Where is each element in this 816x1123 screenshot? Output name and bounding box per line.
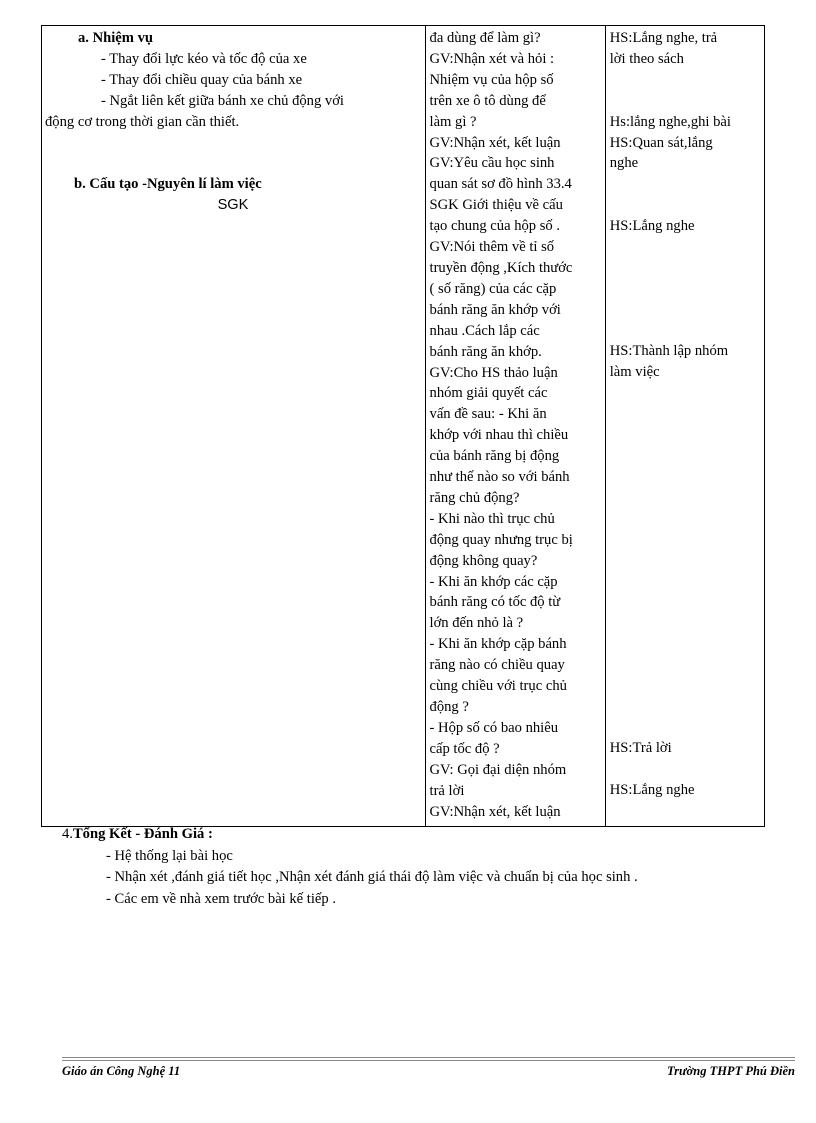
student-activity: HS:Trả lời	[609, 740, 672, 757]
table-row	[42, 26, 765, 827]
teacher-activity-line: cấp tốc độ ?	[429, 740, 500, 757]
footer-divider	[62, 1057, 795, 1061]
teacher-activity-line: GV:Nhận xét và hỏi :	[429, 50, 555, 67]
teacher-activity-line: răng nào có chiều quay	[429, 657, 565, 674]
summary-section	[62, 824, 782, 910]
student-activity: HS:Lắng nghe	[609, 782, 695, 799]
summary-item: - Hệ thống lại bài học	[106, 847, 233, 864]
section-a-item: - Thay đổi lực kéo và tốc độ của xe	[101, 50, 307, 67]
summary-number: 4.	[62, 826, 73, 842]
teacher-activity-line: - Khi nào thì trục chủ	[429, 510, 555, 527]
teacher-activity-line: GV:Nói thêm về tỉ số	[429, 239, 555, 256]
summary-heading-line	[62, 824, 782, 846]
student-activity: HS:Lắng nghe	[609, 218, 695, 235]
teacher-activity-line: động ?	[429, 699, 469, 715]
student-activity: HS:Lắng nghe, trả	[609, 30, 718, 46]
teacher-activity-line: GV:Yêu cầu học sinh	[429, 155, 555, 172]
teacher-activity-line: - Khi ăn khớp cặp bánh	[429, 636, 567, 653]
teacher-activity-line: của bánh răng bị động	[429, 448, 560, 465]
summary-item: - Các em về nhà xem trước bài kế tiếp .	[106, 890, 336, 907]
student-activity: nghe	[609, 155, 639, 172]
teacher-activity-line: - Hộp số có bao nhiêu	[429, 719, 558, 736]
section-b-text: SGK	[217, 197, 249, 214]
footer-right-text: Trường THPT Phú Điền	[667, 1064, 795, 1078]
section-b-heading: b. Cấu tạo -Nguyên lí làm việc	[74, 176, 262, 193]
section-a-item: - Thay đổi chiều quay của bánh xe	[101, 71, 303, 88]
student-activity: lời theo sách	[609, 50, 684, 67]
teacher-activity-line: đa dùng để làm gì?	[429, 30, 541, 46]
teacher-activity-line: nhau .Cách lắp các	[429, 322, 540, 339]
teacher-activity-line: GV: Gọi đại diện nhóm	[429, 761, 567, 778]
content-column	[42, 26, 426, 827]
teacher-activity-line: như thế nào so với bánh	[429, 469, 570, 486]
teacher-activity-line: động quay nhưng trục bị	[429, 531, 573, 548]
teacher-activity-line: GV:Nhận xét, kết luận	[429, 134, 561, 151]
teacher-activity-line: vấn đề sau: - Khi ăn	[429, 406, 547, 423]
section-a-item: - Ngắt liên kết giữa bánh xe chủ động với	[101, 92, 344, 109]
teacher-activity-line: bánh răng ăn khớp với	[429, 301, 561, 318]
summary-heading: Tổng Kết - Đánh Giá :	[72, 826, 213, 842]
teacher-activity-line: tạo chung của hộp số .	[429, 218, 561, 235]
teacher-activity-line: lớn đến nhỏ là ?	[429, 615, 524, 632]
teacher-activity-line: làm gì ?	[429, 113, 477, 130]
teacher-activity-line: động không quay?	[429, 552, 538, 569]
teacher-activity-line: răng chủ động?	[429, 489, 520, 506]
teacher-activity-line: GV:Nhận xét, kết luận	[429, 803, 561, 820]
student-activity: HS:Quan sát,lắng	[609, 134, 713, 151]
teacher-activity-column	[425, 26, 605, 827]
teacher-activity-line: trả lời	[429, 782, 465, 799]
teacher-activity-line: truyền động ,Kích thước	[429, 259, 573, 276]
teacher-activity-line: GV:Cho HS thảo luận	[429, 364, 558, 381]
teacher-activity-line: khớp với nhau thì chiều	[429, 427, 569, 444]
footer-left-text: Giáo án Công Nghệ 11	[62, 1064, 181, 1078]
section-a-continuation: động cơ trong thời gian cần thiết.	[45, 113, 240, 130]
summary-item: - Nhận xét ,đánh giá tiết học ,Nhận xét đánh giá thái độ làm việc và chuẩn bị của học sinh .	[106, 869, 638, 885]
student-activity: làm việc	[609, 364, 660, 381]
teacher-activity-line: nhóm giải quyết các	[429, 385, 548, 402]
student-activity: Hs:lắng nghe,ghi bài	[609, 113, 731, 130]
teacher-activity-line: - Khi ăn khớp các cặp	[429, 573, 558, 590]
teacher-activity-line: cùng chiều với trục chủ	[429, 678, 567, 695]
teacher-activity-line: SGK Giới thiệu về cấu	[429, 197, 563, 214]
teacher-activity-line: bánh răng ăn khớp.	[429, 343, 542, 360]
teacher-activity-line: bánh răng có tốc độ từ	[429, 594, 561, 611]
student-activity: HS:Thành lập nhóm	[609, 343, 729, 360]
teacher-activity-line: trên xe ô tô dùng để	[429, 92, 546, 109]
page-footer	[62, 1057, 795, 1079]
lesson-table	[41, 25, 765, 827]
teacher-activity-line: quan sát sơ đồ hình 33.4	[429, 176, 572, 193]
section-a-heading: a. Nhiệm vụ	[78, 30, 153, 46]
teacher-activity-line: Nhiệm vụ của hộp số	[429, 71, 554, 88]
teacher-activity-line: ( số răng) của các cặp	[429, 280, 557, 297]
student-activity-column	[605, 26, 764, 827]
